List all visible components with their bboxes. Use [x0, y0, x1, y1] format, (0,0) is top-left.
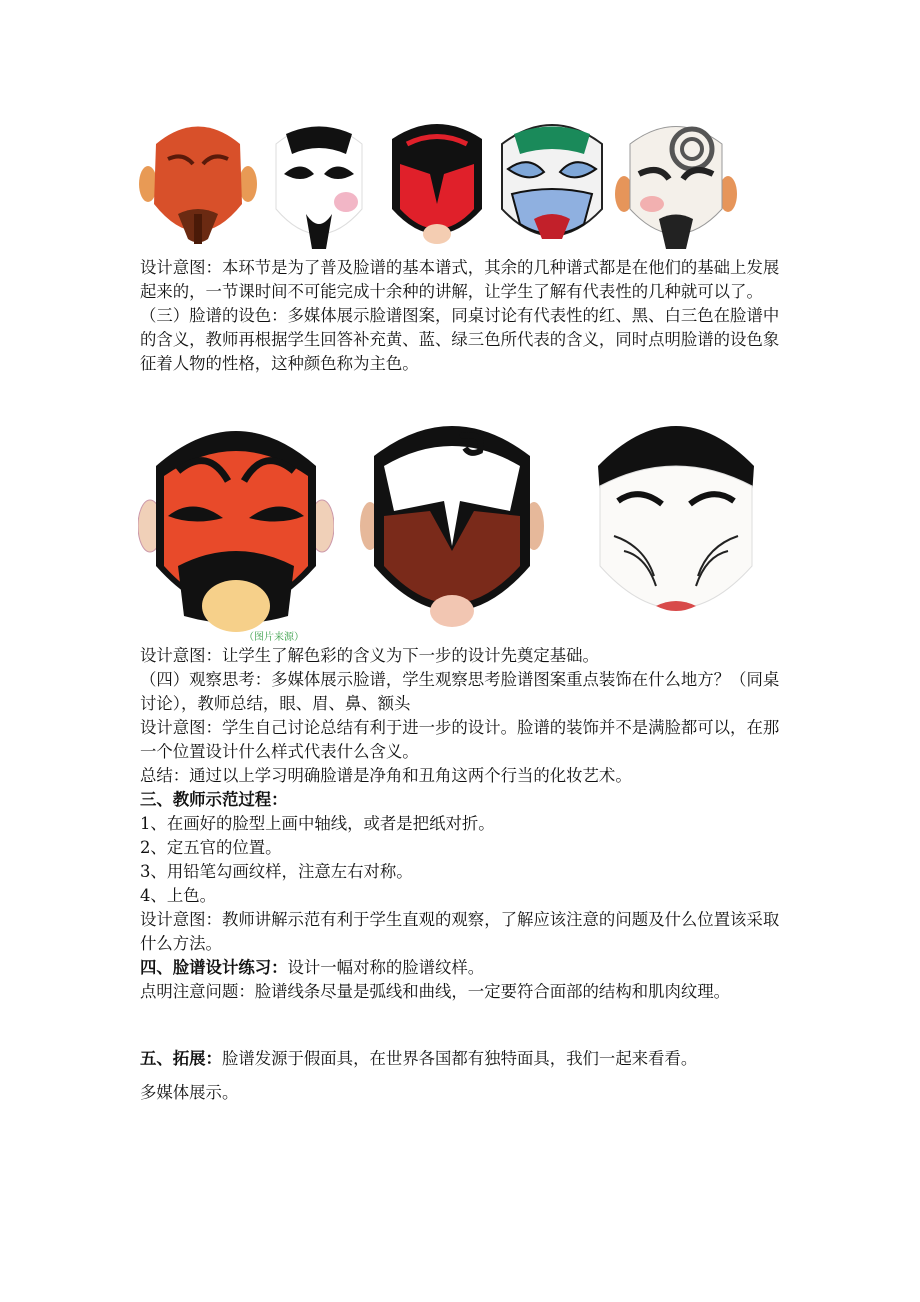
- practice-paragraph: [140, 956, 780, 980]
- extension-text-block: [140, 1042, 780, 1110]
- section-heading-demo: 三、教师示范过程：: [140, 790, 288, 809]
- step-3: 3、用铅笔勾画纹样，注意左右对称。: [140, 862, 413, 881]
- practice-text: 设计一幅对称的脸谱纹样。: [287, 958, 485, 977]
- image-caption: （图片来源）: [244, 632, 304, 643]
- design-intent-paragraph-3: 设计意图：学生自己讨论总结有利于进一步的设计。脸谱的装饰并不是满脸都可以，在那一个位置设计什么样式代表什么含义。: [140, 718, 780, 761]
- design-intent-paragraph-4: 设计意图：教师讲解示范有利于学生直观的观察，了解应该注意的问题及什么位置该采取什么方法。: [140, 910, 780, 953]
- red-opera-mask-icon: [138, 114, 258, 254]
- extension-text: 脸谱发源于假面具，在世界各国都有独特面具，我们一起来看看。: [221, 1049, 698, 1068]
- section-heading-practice: 四、脸谱设计练习：: [140, 958, 288, 977]
- media-display-paragraph: 多媒体展示。: [140, 1083, 239, 1102]
- step-2: 2、定五官的位置。: [140, 838, 282, 857]
- section-heading-extension: 五、拓展：: [140, 1049, 222, 1068]
- extension-paragraph: [140, 1042, 780, 1076]
- ornate-blue-opera-mask-icon: [494, 114, 610, 254]
- black-white-mask-icon: [360, 406, 544, 638]
- swirl-grey-opera-mask-icon: [614, 114, 738, 254]
- white-black-opera-mask-icon: [266, 114, 372, 254]
- notice-paragraph: 点明注意问题：脸谱线条尽量是弧线和曲线，一定要符合面部的结构和肌肉纹理。: [140, 982, 731, 1001]
- main-text-block: [140, 644, 780, 1004]
- intro-text-block: [140, 256, 780, 376]
- mask-row-bottom: [138, 406, 778, 642]
- step-4: 4、上色。: [140, 886, 216, 905]
- design-intent-paragraph-2: 设计意图：让学生了解色彩的含义为下一步的设计先奠定基础。: [140, 646, 599, 665]
- white-mask-icon: [584, 406, 768, 638]
- red-black-opera-mask-icon: [382, 114, 492, 254]
- summary-paragraph: 总结：通过以上学习明确脸谱是净角和丑角这两个行当的化妆艺术。: [140, 766, 632, 785]
- red-symmetric-mask-icon: [138, 406, 334, 638]
- step-1: 1、在画好的脸型上画中轴线，或者是把纸对折。: [140, 814, 495, 833]
- design-intent-paragraph-1: 设计意图：本环节是为了普及脸谱的基本谱式，其余的几种谱式都是在他们的基础上发展起来的，一节课时间不可能完成十余种的讲解，让学生了解有代表性的几种就可以了。: [140, 258, 780, 301]
- color-section-paragraph: （三）脸谱的设色：多媒体展示脸谱图案，同桌讨论有代表性的红、黑、白三色在脸谱中的含义，教师再根据学生回答补充黄、蓝、绿三色所代表的含义，同时点明脸谱的设色象征着人物的性格，这种颜色称为主色。: [140, 306, 780, 373]
- mask-row-top: [138, 114, 738, 254]
- observation-paragraph: （四）观察思考：多媒体展示脸谱，学生观察思考脸谱图案重点装饰在什么地方？（同桌讨论），教师总结，眼、眉、鼻、额头: [140, 670, 780, 713]
